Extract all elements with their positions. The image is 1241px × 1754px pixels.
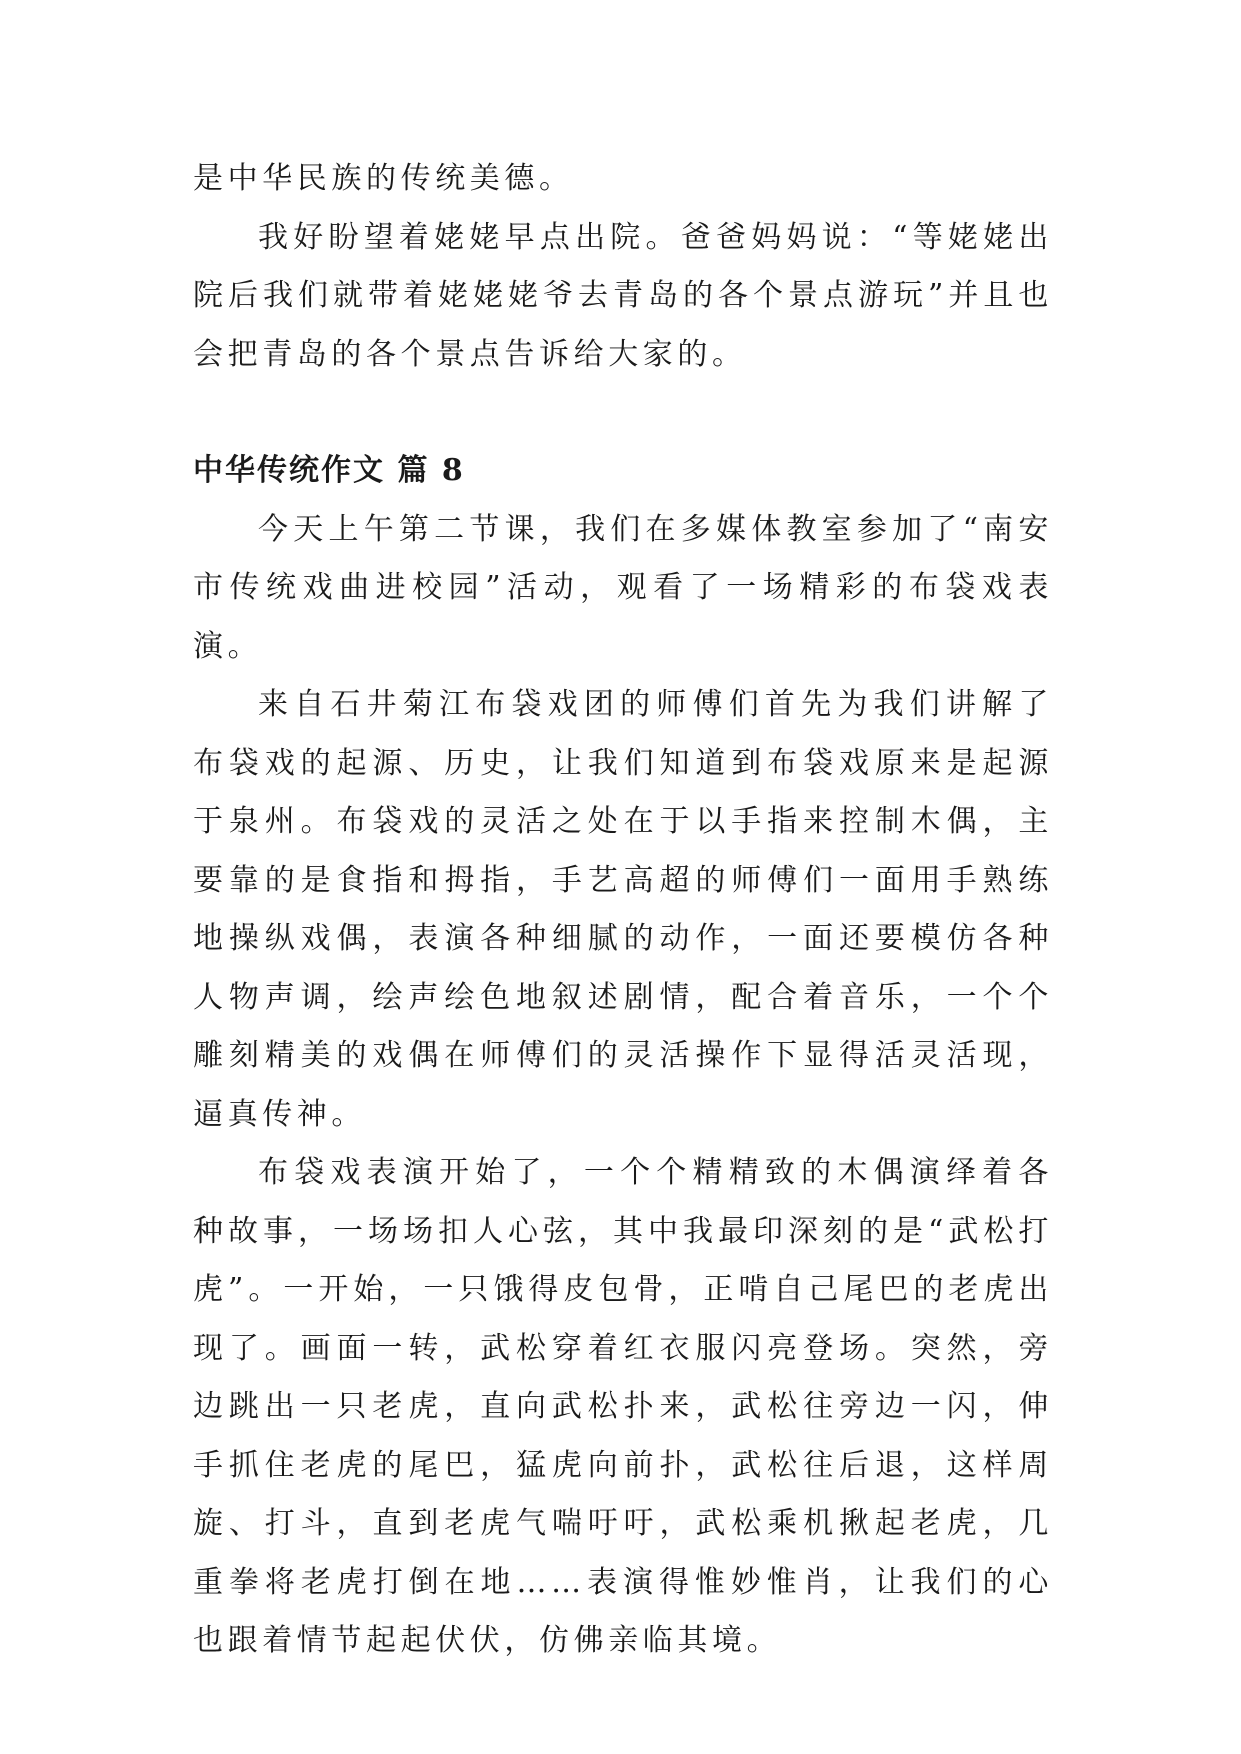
body-paragraph-1: 今天上午第二节课，我们在多媒体教室参加了“南安市传统戏曲进校园”活动，观看了一场精彩的布袋戏表演。 [193, 511, 1053, 664]
section-title: 中华传统作文 篇 8 [193, 453, 465, 488]
body-paragraph-3: 布袋戏表演开始了，一个个精精致的木偶演绎着各种故事，一场场扣人心弦，其中我最印深刻的是“武松打虎”。一开始，一只饿得皮包骨，正啃自己尾巴的老虎出现了。画面一转，武松穿着红衣服闪亮登场。突然，旁边跳出一只老虎，直向武松扑来，武松往旁边一闪，伸手抓住老虎的尾巴，猛虎向前扑，武松往后退，这样周旋、打斗，直到老虎气喘吁吁，武松乘机揪起老虎，几重拳将老虎打倒在地……表演得惟妙惟肖，让我们的心也跟着情节起起伏伏，仿佛亲临其境。 [193, 1155, 1053, 1658]
body-paragraph-2: 来自石井菊江布袋戏团的师傅们首先为我们讲解了布袋戏的起源、历史，让我们知道到布袋戏原来是起源于泉州。布袋戏的灵活之处在于以手指来控制木偶，主要靠的是食指和拇指，手艺高超的师傅们一面用手熟练地操纵戏偶，表演各种细腻的动作，一面还要模仿各种人物声调，绘声绘色地叙述剧情，配合着音乐，一个个雕刻精美的戏偶在师傅们的灵活操作下显得活灵活现，逼真传神。 [193, 687, 1053, 1132]
document-page [193, 150, 1053, 1671]
intro-tail-paragraph: 是中华民族的传统美德。 [193, 161, 574, 196]
hope-paragraph: 我好盼望着姥姥早点出院。爸爸妈妈说：“等姥姥出院后我们就带着姥姥姥爷去青岛的各个景点游玩”并且也会把青岛的各个景点告诉给大家的。 [193, 219, 1053, 372]
